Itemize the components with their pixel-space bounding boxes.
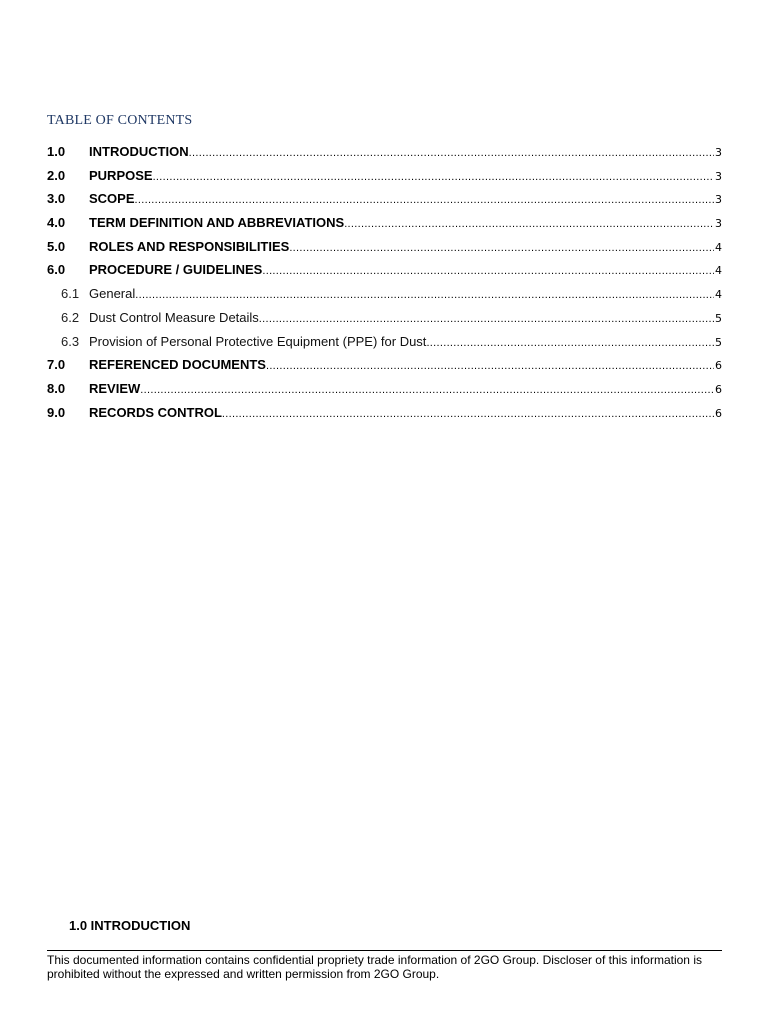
toc-title: TABLE OF CONTENTS — [47, 113, 193, 128]
toc-entry-page: 5 — [715, 335, 722, 349]
toc-leader-dots — [189, 147, 714, 159]
toc-entry-page: 6 — [715, 406, 722, 420]
toc-entry-roles[interactable] — [47, 239, 722, 263]
toc-entry-label: SCOPE — [89, 191, 135, 207]
toc-entry-number: 6.0 — [47, 262, 66, 278]
toc-entry-page: 3 — [715, 193, 722, 207]
toc-entry-number: 5.0 — [47, 238, 66, 254]
toc-entry-number: 6.3 — [61, 333, 80, 349]
toc-entry-page: 6 — [715, 382, 722, 396]
toc-entry-label: PROCEDURE / GUIDELINES — [89, 262, 263, 278]
toc-entry-label: ROLES AND RESPONSIBILITIES — [89, 238, 290, 254]
toc-entry-label: General — [89, 286, 136, 302]
confidentiality-notice: This documented information contains confidential propriety trade information of 2GO Group. Discloser of this information is prohibited without the expressed and written permission from 2GO Group. — [47, 953, 702, 981]
toc-entry-page: 4 — [715, 264, 722, 278]
toc-entry-number: 8.0 — [47, 380, 66, 396]
toc-leader-dots — [259, 313, 714, 325]
toc-entry-number: 6.2 — [61, 309, 80, 325]
toc-entry-review[interactable] — [47, 381, 722, 405]
toc-list — [47, 144, 722, 428]
toc-entry-label: REFERENCED DOCUMENTS — [89, 357, 266, 373]
toc-entry-label: PURPOSE — [89, 167, 153, 183]
toc-entry-dust-control[interactable] — [47, 310, 722, 334]
toc-entry-page: 4 — [715, 240, 722, 254]
toc-entry-label: Dust Control Measure Details — [89, 309, 259, 325]
toc-entry-page: 3 — [715, 169, 722, 183]
toc-leader-dots — [135, 289, 714, 301]
toc-leader-dots — [222, 408, 714, 420]
toc-entry-label: INTRODUCTION — [89, 144, 189, 159]
toc-leader-dots — [153, 171, 714, 183]
section-heading: 1.0 INTRODUCTION — [69, 918, 191, 933]
toc-entry-label: TERM DEFINITION AND ABBREVIATIONS — [89, 215, 345, 231]
toc-entry-procedure[interactable] — [47, 262, 722, 286]
toc-entry-page: 4 — [715, 288, 722, 302]
toc-leader-dots — [344, 218, 714, 230]
toc-entry-number: 7.0 — [47, 357, 66, 373]
toc-leader-dots — [262, 265, 714, 277]
toc-entry-page: 5 — [715, 311, 722, 325]
toc-entry-number: 9.0 — [47, 404, 66, 420]
toc-leader-dots — [140, 384, 714, 396]
toc-entry-number: 3.0 — [47, 191, 66, 207]
toc-leader-dots — [289, 242, 714, 254]
toc-entry-label: Provision of Personal Protective Equipment (PPE) for Dust — [89, 333, 427, 349]
toc-entry-ppe[interactable] — [47, 334, 722, 358]
toc-entry-number: 2.0 — [47, 167, 66, 183]
toc-entry-general[interactable] — [47, 286, 722, 310]
toc-entry-scope[interactable] — [47, 191, 722, 215]
toc-entry-page: 6 — [715, 359, 722, 373]
toc-entry-records-control[interactable] — [47, 405, 722, 429]
footer-divider — [47, 950, 722, 951]
toc-entry-number: 6.1 — [61, 286, 80, 302]
toc-leader-dots — [426, 337, 714, 349]
toc-entry-number: 1.0 — [47, 144, 66, 159]
toc-entry-referenced-documents[interactable] — [47, 357, 722, 381]
toc-entry-page: 3 — [715, 146, 722, 159]
toc-leader-dots — [135, 194, 714, 206]
toc-leader-dots — [266, 360, 714, 372]
toc-entry-label: REVIEW — [89, 380, 141, 396]
toc-entry-page: 3 — [715, 217, 722, 231]
toc-entry-number: 4.0 — [47, 215, 66, 231]
toc-entry-introduction[interactable] — [47, 144, 722, 168]
toc-entry-term-definition[interactable] — [47, 215, 722, 239]
toc-entry-purpose[interactable] — [47, 168, 722, 192]
toc-entry-label: RECORDS CONTROL — [89, 404, 222, 420]
